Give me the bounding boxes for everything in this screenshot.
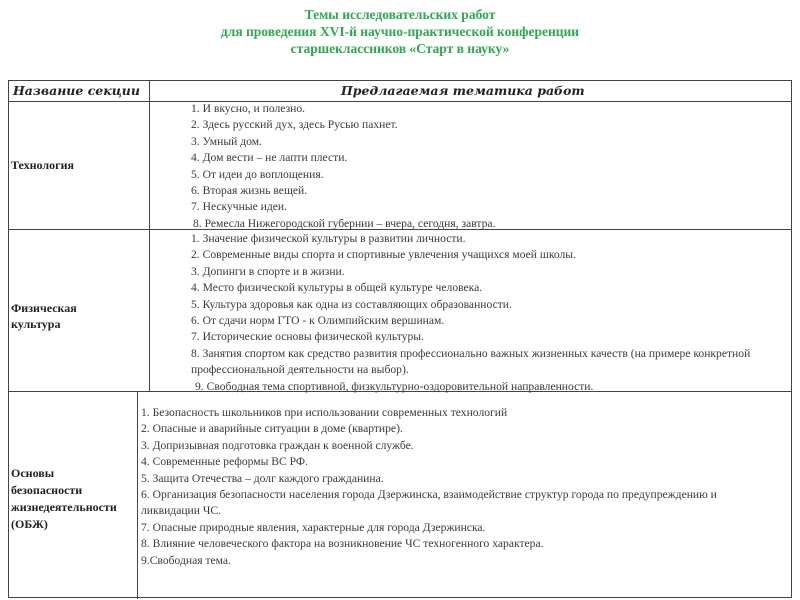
section-label-line: Физическая [11,301,77,315]
list-item: 9.Свободная тема. [141,553,231,567]
section-label-line: Основы [11,466,55,480]
list-item: 1. Значение физической культуры в развитии личности. [191,232,466,245]
section-label-line: культура [11,317,61,331]
section-label-line: (ОБЖ) [11,517,48,531]
section-label-line: жизнедеятельности [11,500,117,514]
list-item: 4. Современные реформы ВС РФ. [141,455,308,469]
section-label-line: безопасности [11,483,83,497]
topics-table [8,80,792,598]
header-topics: Предлагаемая тематика работ [341,83,585,98]
list-item: 6. Организация безопасности населения города Дзержинска, взаимодействие структур города по предупреждению и ликвидации ЧС. [141,488,717,518]
list-item: 3. Допинги в спорте и в жизни. [191,264,345,278]
list-item: 7. Опасные природные явления, характерные для города Дзержинска. [141,520,486,534]
list-item: 6. От сдачи норм ГТО - к Олимпийским вершинам. [191,314,445,328]
list-item: 4. Дом вести – не лапти плести. [191,151,348,165]
list-item: 8. Занятия спортом как средство развития профессионально важных жизненных качеств (на примере конкретной профессиональной деятельности на выбор). [191,346,751,377]
document-title [0,6,800,57]
section-physical-culture [11,300,77,332]
list-item: 8. Ремесла Нижегородской губернии – вчера, сегодня, завтра. [193,216,496,230]
section-technology: Технология [11,158,74,172]
list-item: 6. Вторая жизнь вещей. [191,184,308,198]
title-line-1: Темы исследовательских работ [304,7,496,22]
list-item: 1. И вкусно, и полезно. [191,102,306,115]
list-item: 5. От идеи до воплощения. [191,167,324,181]
technology-topics [191,101,495,232]
column-divider-bottom [137,391,138,599]
header-section-name: Название секции [13,83,140,98]
life-safety-topics [141,405,731,569]
title-line-3: старшеклассников «Старт в науку» [290,41,510,56]
physical-culture-topics [191,231,787,395]
list-item: 2. Опасные и аварийные ситуации в доме (квартире). [141,422,403,436]
list-item: 8. Влияние человеческого фактора на возникновение ЧС техногенного характера. [141,537,544,551]
list-item: 2. Современные виды спорта и спортивные увлечения учащихся моей школы. [191,248,576,262]
list-item: 5. Защита Отечества – долг каждого гражданина. [141,471,384,485]
list-item: 2. Здесь русский дух, здесь Русью пахнет. [191,118,398,132]
title-line-2: для проведения XVI-й научно-практической конференции [220,24,580,39]
list-item: 7. Исторические основы физической культуры. [191,330,424,344]
list-item: 1. Безопасность школьников при использовании современных технологий [141,406,508,419]
list-item: 7. Нескучные идеи. [191,200,288,214]
list-item: 3. Допризывная подготовка граждан к военной службе. [141,438,414,452]
list-item: 5. Культура здоровья как одна из составляющих образованности. [191,297,512,311]
column-divider-top [149,81,150,391]
list-item: 3. Умный дом. [191,134,262,148]
list-item: 4. Место физической культуры в общей культуре человека. [191,281,483,295]
list-item: 9. Свободная тема спортивной, физкультурно-оздоровительной направленности. [195,379,594,393]
section-life-safety [11,465,117,533]
